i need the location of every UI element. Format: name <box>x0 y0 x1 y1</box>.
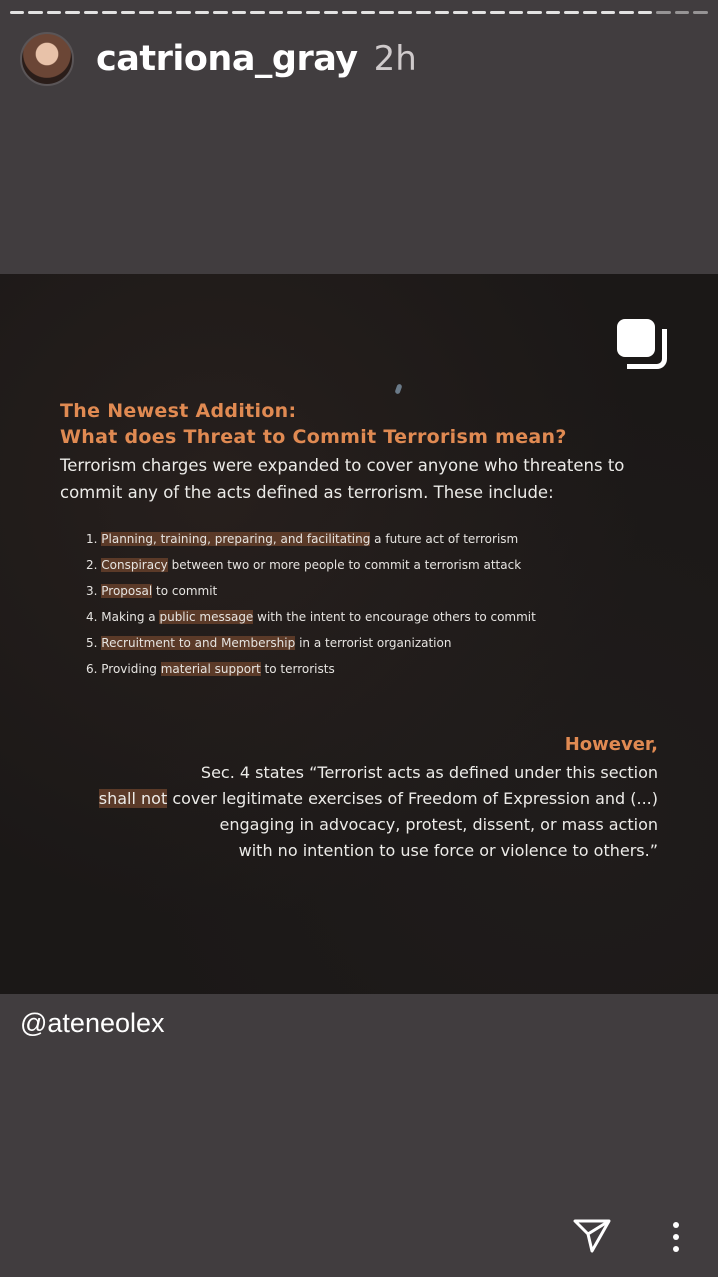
story-progress-bar <box>10 11 708 15</box>
username[interactable]: catriona_gray <box>96 39 358 79</box>
section-quote <box>99 760 658 864</box>
progress-segment <box>287 11 301 14</box>
progress-segment <box>693 11 707 14</box>
list-item: 5. Recruitment to and Membership in a terrorist organization <box>86 636 452 650</box>
progress-segment <box>102 11 116 14</box>
intro-line: commit any of the acts defined as terrorism. These include: <box>60 483 554 502</box>
progress-segment <box>195 11 209 14</box>
shared-post-image[interactable] <box>0 274 718 994</box>
progress-segment <box>158 11 172 14</box>
progress-segment <box>656 11 670 14</box>
progress-segment <box>84 11 98 14</box>
list-item: 6. Providing material support to terrorists <box>86 662 335 676</box>
progress-segment <box>269 11 283 14</box>
quote-line: engaging in advocacy, protest, dissent, or mass action <box>219 815 658 834</box>
post-intro <box>60 452 700 506</box>
progress-segment <box>361 11 375 14</box>
progress-segment <box>250 11 264 14</box>
progress-segment <box>121 11 135 14</box>
progress-segment <box>65 11 79 14</box>
story-header <box>20 30 417 88</box>
progress-segment <box>546 11 560 14</box>
progress-segment <box>638 11 652 14</box>
more-options-icon[interactable] <box>668 1220 684 1254</box>
progress-segment <box>435 11 449 14</box>
timestamp: 2h <box>373 39 417 79</box>
decorative-mark <box>394 383 402 394</box>
mention-sticker[interactable]: @ateneolex <box>20 1008 165 1038</box>
progress-segment <box>28 11 42 14</box>
progress-segment <box>619 11 633 14</box>
list-item: 4. Making a public message with the intent to encourage others to commit <box>86 610 536 624</box>
progress-segment <box>490 11 504 14</box>
progress-segment <box>675 11 689 14</box>
list-item: 1. Planning, training, preparing, and facilitating a future act of terrorism <box>86 532 519 546</box>
progress-segment <box>601 11 615 14</box>
progress-segment <box>10 11 24 14</box>
quote-line: Sec. 4 states “Terrorist acts as defined under this section <box>200 763 658 782</box>
progress-segment <box>527 11 541 14</box>
progress-segment <box>398 11 412 14</box>
progress-segment <box>583 11 597 14</box>
progress-segment <box>47 11 61 14</box>
progress-segment <box>416 11 430 14</box>
quote-line: shall not cover legitimate exercises of Freedom of Expression and (...) <box>98 789 658 808</box>
however-heading: However, <box>564 734 658 755</box>
list-item: 3. Proposal to commit <box>86 584 218 598</box>
intro-line: Terrorism charges were expanded to cover anyone who threatens to <box>60 456 625 475</box>
progress-segment <box>213 11 227 14</box>
progress-segment <box>472 11 486 14</box>
progress-segment <box>176 11 190 14</box>
progress-segment <box>306 11 320 14</box>
progress-segment <box>564 11 578 14</box>
progress-segment <box>379 11 393 14</box>
progress-segment <box>509 11 523 14</box>
post-headline: The Newest Addition: <box>60 400 297 422</box>
progress-segment <box>139 11 153 14</box>
post-subheadline: What does Threat to Commit Terrorism mean? <box>60 426 567 448</box>
progress-segment <box>342 11 356 14</box>
acts-list <box>86 530 536 686</box>
multiple-posts-icon <box>617 319 671 373</box>
progress-segment <box>232 11 246 14</box>
list-item: 2. Conspiracy between two or more people to commit a terrorism attack <box>86 558 522 572</box>
quote-line: with no intention to use force or violence to others.” <box>238 841 658 860</box>
progress-segment <box>324 11 338 14</box>
progress-segment <box>453 11 467 14</box>
send-icon[interactable] <box>573 1218 611 1254</box>
avatar[interactable] <box>20 32 74 86</box>
